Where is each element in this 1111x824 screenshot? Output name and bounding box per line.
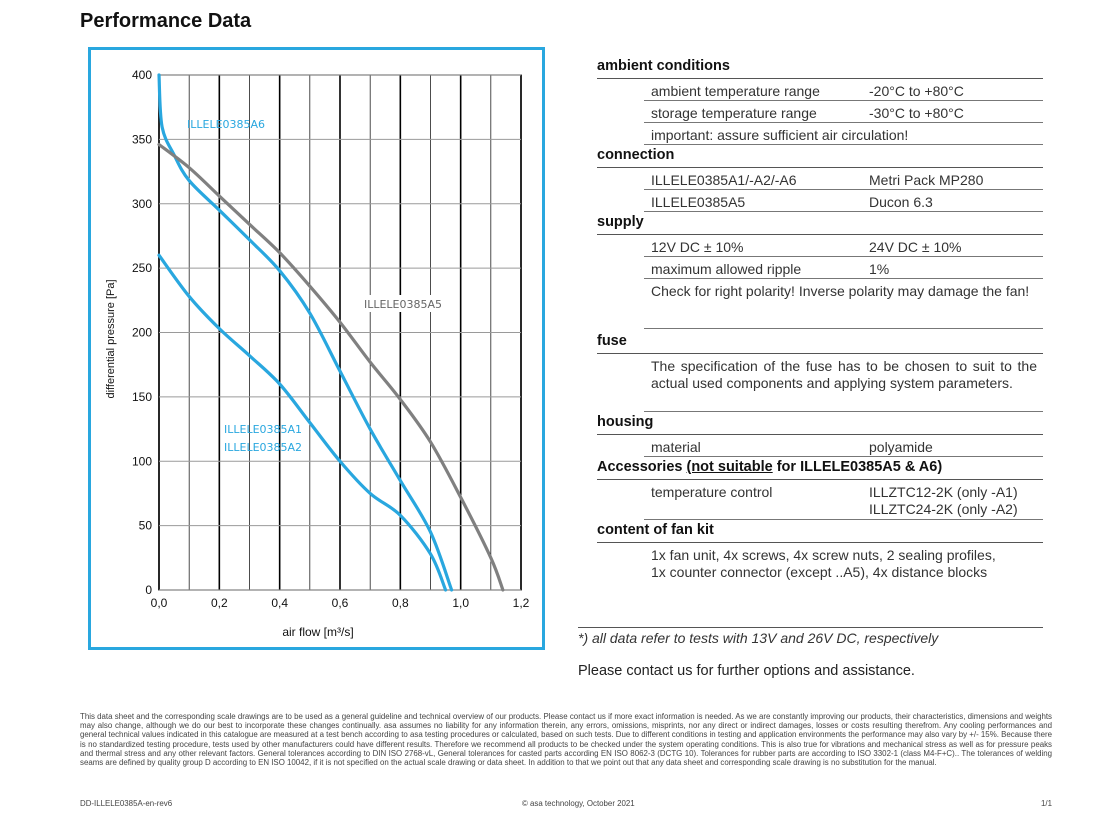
section-heading <box>597 457 1043 480</box>
section-supply <box>597 212 1043 329</box>
kit-line: 1x fan unit, 4x screws, 4x screw nuts, 2 sealing profiles, <box>651 547 996 563</box>
y-tick-label: 200 <box>131 325 152 340</box>
spec-label: temperature control <box>651 484 773 500</box>
performance-chart <box>88 47 545 650</box>
x-tick-label: 1,0 <box>452 596 470 610</box>
spec-row <box>644 480 1043 520</box>
section-heading: content of fan kit <box>597 520 1043 543</box>
spec-value: Metri Pack MP280 <box>869 172 984 188</box>
y-tick-label: 400 <box>131 68 152 82</box>
chart-svg <box>91 50 542 647</box>
x-tick-label: 0,0 <box>150 596 168 610</box>
y-tick-label: 350 <box>131 132 152 147</box>
x-tick-label: 0,4 <box>271 596 289 610</box>
spec-row <box>644 168 1043 190</box>
x-tick-label: 0,6 <box>331 596 349 610</box>
kit-line: 1x counter connector (except ..A5), 4x distance blocks <box>651 564 988 580</box>
spec-value: Ducon 6.3 <box>869 194 933 210</box>
y-tick-label: 50 <box>138 518 152 533</box>
section-heading: ambient conditions <box>597 56 1043 79</box>
spec-label: storage temperature range <box>651 105 817 121</box>
spec-note: Check for right polarity! Inverse polarity may damage the fan! <box>651 283 1030 299</box>
section-heading: connection <box>597 145 1043 168</box>
spec-value-line: ILLZTC24-2K (only -A2) <box>869 501 1018 517</box>
curve-label: ILLELE0385A1 <box>224 423 303 436</box>
y-axis-label: differential pressure [Pa] <box>105 279 117 399</box>
page-title: Performance Data <box>80 10 252 32</box>
spec-value-line: ILLZTC12-2K (only -A1) <box>869 484 1018 500</box>
y-tick-label: 250 <box>131 261 152 276</box>
spec-text <box>644 547 1043 581</box>
section-fuse <box>597 331 1043 412</box>
spec-row <box>644 435 1043 457</box>
copyright: © asa technology, October 2021 <box>522 799 635 808</box>
spec-row <box>644 190 1043 212</box>
spec-text: The specification of the fuse has to be chosen to suit to the actual used components and applying system parameters. <box>651 358 1037 391</box>
section-accessories <box>597 457 1043 520</box>
spec-row <box>644 101 1043 123</box>
disclaimer-text: This data sheet and the corresponding scale drawings are to be used as a general guideline and technical overview of our products. Please contact us if more exact information is needed. As we are constantly improving our products, their characteristics, dimensions and weights may also change, although we do our best to incorporate these changes continually. asa assumes no liability for any information therein, any errors, omissions, misprints, nor any direct or indirect damages, losses or costs resulting therefrom. Any cooling performances and general technical values indicated in this catalogue are measured at a test bench according to asa testing procedures or calculated, based on such tests. Due to different conditions in testing and application environments the performance may also vary by +/- 15%. Because there is no standardized testing procedure, tests used by other manufacturers could have different results. Therefore we recommend all products to be checked under the system operating conditions. This is also true for vibrations and mechanical stress as well as for pressure peaks and thermal stress and any other relevant factors. General tolerances according to DIN ISO 2768-vL, General tolerances for casted parts according EN ISO 8062-3 (DCTG 10). Tolerances for rubber parts are according to ISO 3302-1 (class M4-F+C).. The tolerances of welding seams are defined by quality group D according to EN ISO 10042, if it is not specified on the actual scale drawing or data sheet. In addition to that we point out that any data sheet and corresponding scale drawing is no substitution for the manual. <box>80 712 1052 768</box>
heading-part: Accessories <box>597 459 687 475</box>
spec-label: material <box>651 439 701 455</box>
spec-label: maximum allowed ripple <box>651 261 802 277</box>
section-housing <box>597 412 1043 457</box>
spec-row <box>644 279 1043 329</box>
x-tick-label: 0,2 <box>210 596 228 610</box>
x-axis-label: air flow [m³/s] <box>282 625 354 639</box>
spec-label: ambient temperature range <box>651 83 820 99</box>
spec-row <box>644 79 1043 101</box>
section-heading: fuse <box>597 331 1043 354</box>
y-tick-label: 0 <box>145 583 152 597</box>
section-heading: housing <box>597 412 1043 435</box>
spec-row <box>644 235 1043 257</box>
spec-label: ILLELE0385A5 <box>651 194 746 210</box>
spec-value: 1% <box>869 261 890 277</box>
section-ambient <box>597 56 1043 145</box>
y-tick-label: 100 <box>131 454 152 469</box>
document-id: DD-ILLELE0385A-en-rev6 <box>80 799 173 808</box>
spec-row <box>644 257 1043 279</box>
spec-value: -30°C to +80°C <box>869 105 964 121</box>
spec-value <box>869 484 1043 519</box>
spec-label: ILLELE0385A1/-A2/-A6 <box>651 172 797 188</box>
section-heading: supply <box>597 212 1043 235</box>
x-tick-label: 1,2 <box>512 596 530 610</box>
heading-part: for ILLELE0385A5 & A6) <box>772 459 943 475</box>
spec-note: important: assure sufficient air circulation! <box>651 127 909 143</box>
section-connection <box>597 145 1043 212</box>
y-tick-label: 300 <box>131 196 152 211</box>
y-tick-label: 150 <box>131 389 152 404</box>
spec-row <box>644 543 1043 581</box>
curve-label: ILLELE0385A6 <box>187 118 266 131</box>
curve-label: ILLELE0385A5 <box>363 298 443 311</box>
spec-value: polyamide <box>869 439 933 455</box>
heading-part-underlined: (not suitable <box>686 459 773 475</box>
spec-value: 24V DC ± 10% <box>869 239 962 255</box>
spec-row <box>644 354 1043 412</box>
test-conditions-note: *) all data refer to tests with 13V and 26V DC, respectively <box>578 627 1043 646</box>
contact-text: Please contact us for further options and assistance. <box>578 663 915 679</box>
x-tick-label: 0,8 <box>391 596 409 610</box>
section-fan-kit <box>597 520 1043 581</box>
curve-label: ILLELE0385A2 <box>224 441 303 454</box>
spec-row <box>644 123 1043 145</box>
spec-value: -20°C to +80°C <box>869 83 964 99</box>
page-number: 1/1 <box>1041 799 1052 808</box>
specifications-table <box>597 56 1043 581</box>
spec-label: 12V DC ± 10% <box>651 239 744 255</box>
